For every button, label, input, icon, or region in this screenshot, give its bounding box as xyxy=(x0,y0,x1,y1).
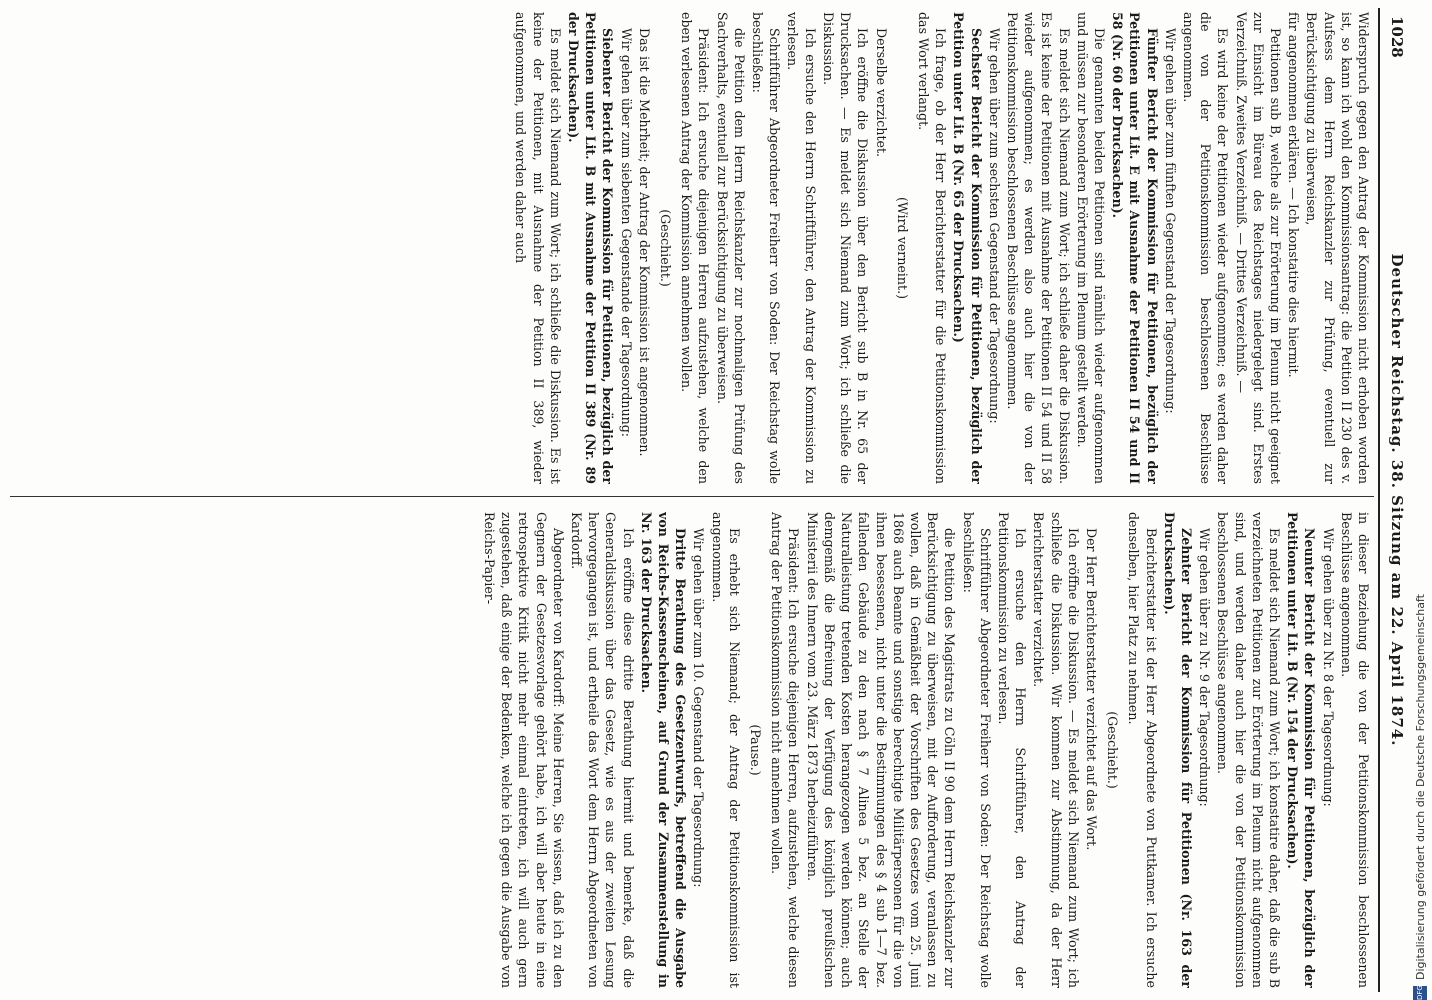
paragraph: Wir gehen über zum sechsten Gegenstand der Tagesordnung: xyxy=(986,28,1002,424)
paragraph: Wir gehen über zum 10. Gegenstand der Tagesordnung: xyxy=(691,528,707,888)
paragraph: Ich ersuche den Herrn Schriftführer, den Antrag der Kommission zu verlesen. xyxy=(785,12,818,484)
paragraph: Es erhebt sich Niemand; der Antrag der Petitionskommission ist angenommen. xyxy=(709,512,742,988)
paragraph: Widerspruch gegen den Antrag der Kommission nicht erhoben worden ist, so kann ich wohl den Kommissionsantrag: die Petition II 230 des v. Aufsess dem Herrn Reichskanzler zur Prüfung, eventuell zur Berücksichtigung zu überweisen, xyxy=(1304,12,1371,484)
paragraph: Schriftführer Abgeordneter Freiherr von Soden: Der Reichstag wolle beschließen: xyxy=(960,512,993,988)
stage-direction: (Geschieht.) xyxy=(1105,711,1121,789)
paragraph: Wir gehen über zu Nr. 8 der Tagesordnung: xyxy=(1320,528,1336,807)
paragraph: Derselbe verzichtet. xyxy=(873,28,889,158)
stage-direction: (Wird verneint.) xyxy=(894,196,910,300)
paragraph: Ich eröffne die Diskussion. — Es meldet sich Niemand zum Wort; ich schließe die Diskussion. Wir kommen zur Abstimmung, da der Herr Berichterstatter verzichtet. xyxy=(1031,512,1081,988)
paragraph: Wir gehen über zu Nr. 9 der Tagesordnung: xyxy=(1197,528,1213,807)
column-divider xyxy=(10,496,1374,497)
paragraph: Präsident: Ich ersuche diejenigen Herren aufzustehen, welche den eben verlesenen Antrag der Kommission annehmen wollen. xyxy=(679,12,712,484)
paragraph: in dieser Beziehung die von der Petitionskommission beschlossenen Beschlüsse angenommen. xyxy=(1338,512,1371,988)
stage-direction: (Pause.) xyxy=(748,724,764,776)
section-heading: Siebenter Bericht der Kommission für Petitionen, bezüglich der Petitionen unter Lit. B mit Ausnahme der Petition II 389 (Nr. 89 der Drucksachen). xyxy=(566,12,616,484)
right-column xyxy=(12,512,1372,988)
paragraph: für angenommen erklären. — Ich konstatire dies hiermit. xyxy=(1286,12,1302,378)
section-heading: Zehnter Bericht der Kommission für Petitionen (Nr. 163 der Drucksachen). xyxy=(1161,512,1194,988)
paragraph: die Petition des Magistrats zu Cöln II 90 dem Herrn Reichskanzler zur Berücksichtigung zu überweisen, mit der Aufforderung, veranlassen zu wollen, daß in Gemäßheit der Vorschriften des Gesetzes vom 25. Juni 1868 auch Beamte und sonstige berechtigte Militärpersonen für die von ihnen besessenen, nicht unter die Bestimmungen des § 4 sub 1—7 bez. fallenden Gebäude zu den nach § 7 Alinea 5 bez. an Stelle der Naturalleistung tretenden Kosten herangezogen werden können; auch demgemäß die Befreiung der Verfügung des königlich preußischen Ministerii des Innern vom 23. März 1873 herbeizuführen. xyxy=(804,512,958,988)
paragraph: Wir gehen über zum siebenten Gegenstande der Tagesordnung: xyxy=(618,28,634,438)
paragraph: Berichterstatter ist der Herr Abgeordnete von Puttkamer. Ich ersuche denselben, hier Platz zu nehmen. xyxy=(1126,512,1159,988)
paragraph: Das ist die Mehrheit; der Antrag der Kommission ist angenommen. xyxy=(636,28,652,457)
header-rule xyxy=(1378,8,1380,992)
paragraph: Es meldet sich Niemand zum Wort; ich schließe daher die Diskussion. Es ist keine der Petitionen mit Ausnahme der Petitionen II 54 und II 58 wieder aufgenommen; es werden also auch hier die von der Petitionskommission beschlossenen Beschlüsse angenommen. xyxy=(1004,12,1072,484)
page-title: Deutscher Reichstag. 38. Sitzung am 22. April 1874. xyxy=(1388,253,1406,747)
paragraph: Ich ersuche den Herrn Schriftführer, den Antrag der Petitionskommission zu verlesen. xyxy=(995,512,1029,988)
section-heading: Dritte Berathung des Gesetzentwurfs, betreffend die Ausgabe von Reichs-Kassenscheinen, auf Grund der Zusammenstellung in Nr. 163 der Drucksachen. xyxy=(638,512,689,988)
stage-direction: (Geschieht.) xyxy=(658,209,674,287)
footer xyxy=(1410,0,1432,1000)
paragraph: Petitionen sub B, welche als zur Erörterung im Plenum nicht geeignet zur Einsicht im Büreau des Reichstages niedergelegt sind. Erstes Verzeichniß. Zweites Verzeichniß. — Drittes Verzeichniß. — xyxy=(1233,12,1283,484)
paragraph: Abgeordneter von Kardorff: Meine Herren, Sie wissen, daß ich zu den Gegnern der Gesetzesvorlage gehört habe, ich will aber heute in eine retrospektive Kritik nicht mehr einmal eintreten, ich will auch gern zugestehen, daß einige der Bedenken, welche ich gegen die Ausgabe von Reichs-Papier- xyxy=(482,512,566,988)
page-number: 1028 xyxy=(1388,16,1406,58)
paragraph: Schriftführer Abgeordneter Freiherr von Soden: Der Reichstag wolle beschließen: xyxy=(750,12,783,484)
section-heading: Sechster Bericht der Kommission für Petitionen, bezüglich der Petition unter Lit. B (Nr. 65 der Drucksachen.) xyxy=(951,12,984,484)
paragraph: Ich eröffne die Diskussion über den Bericht sub B in Nr. 65 der Drucksachen. — Es meldet sich Niemand zum Wort; ich schließe die Diskussion. xyxy=(820,12,871,484)
dfg-logo: DFG xyxy=(1413,986,1427,1000)
paragraph: Es wird keine der Petitionen wieder aufgenommen; es werden daher die von der Petitionskommission beschlossenen Beschlüsse angenommen. xyxy=(1180,12,1231,484)
paragraph: Es meldet sich Niemand zum Wort; ich schließe die Diskussion. Es ist keine der Petitionen, mit Ausnahme der Petition II 389, wieder aufgenommen, und werden daher auch xyxy=(513,12,563,484)
section-heading: Neunter Bericht der Kommission für Petitionen, bezüglich der Petitionen unter Lit. B (Nr. 154 der Drucksachen). xyxy=(1285,512,1318,988)
page-header xyxy=(1382,10,1410,990)
paragraph: Ich eröffne diese dritte Berathung hiermit und bemerke, daß die Generaldiskussion über das Gesetz, wie es aus der zweiten Lesung hervorgegangen ist, und ertheile das Wort dem Herrn Abgeordneten von Kardorff. xyxy=(569,512,636,988)
paragraph: Es meldet sich Niemand zum Wort; ich konstatire daher, daß die sub B verzeichneten Petitionen zur Erörterung im Plenum nicht aufgenommen sind, und werden daher auch hier die von der Petitionskommission beschlossenen Beschlüsse angenommen. xyxy=(1215,512,1282,988)
paragraph: Wir gehen über zum fünften Gegenstand der Tagesordnung: xyxy=(1162,28,1178,414)
paragraph: die Petition dem Herrn Reichskanzler zur nochmaligen Prüfung des Sachverhalts, eventuell zur Berücksichtigung zu überweisen. xyxy=(714,12,747,484)
paragraph: Ich frage, ob der Herr Berichterstatter für die Petitionskommission das Wort verlangt. xyxy=(915,12,949,484)
paragraph: Präsident: Ich ersuche diejenigen Herren, aufzustehen, welche diesen Antrag der Petitionskommission nicht annehmen wollen. xyxy=(769,512,802,988)
section-heading: Fünfter Bericht der Kommission für Petitionen, bezüglich der Petitionen unter Lit. E mit Ausnahme der Petitionen II 54 und II 58 (Nr. 60 der Drucksachen). xyxy=(1110,12,1160,484)
left-column xyxy=(12,12,1372,484)
paragraph: Der Herr Berichterstatter verzichtet auf das Wort. xyxy=(1083,528,1099,851)
footer-text: Digitalisierung gefördert durch die Deutsche Forschungsgemeinschaft xyxy=(1414,594,1427,980)
paragraph: Die genannten beiden Petitionen sind nämlich wieder aufgenommen und müssen zur besonderen Erörterung im Plenum gestellt werden. xyxy=(1074,12,1107,484)
